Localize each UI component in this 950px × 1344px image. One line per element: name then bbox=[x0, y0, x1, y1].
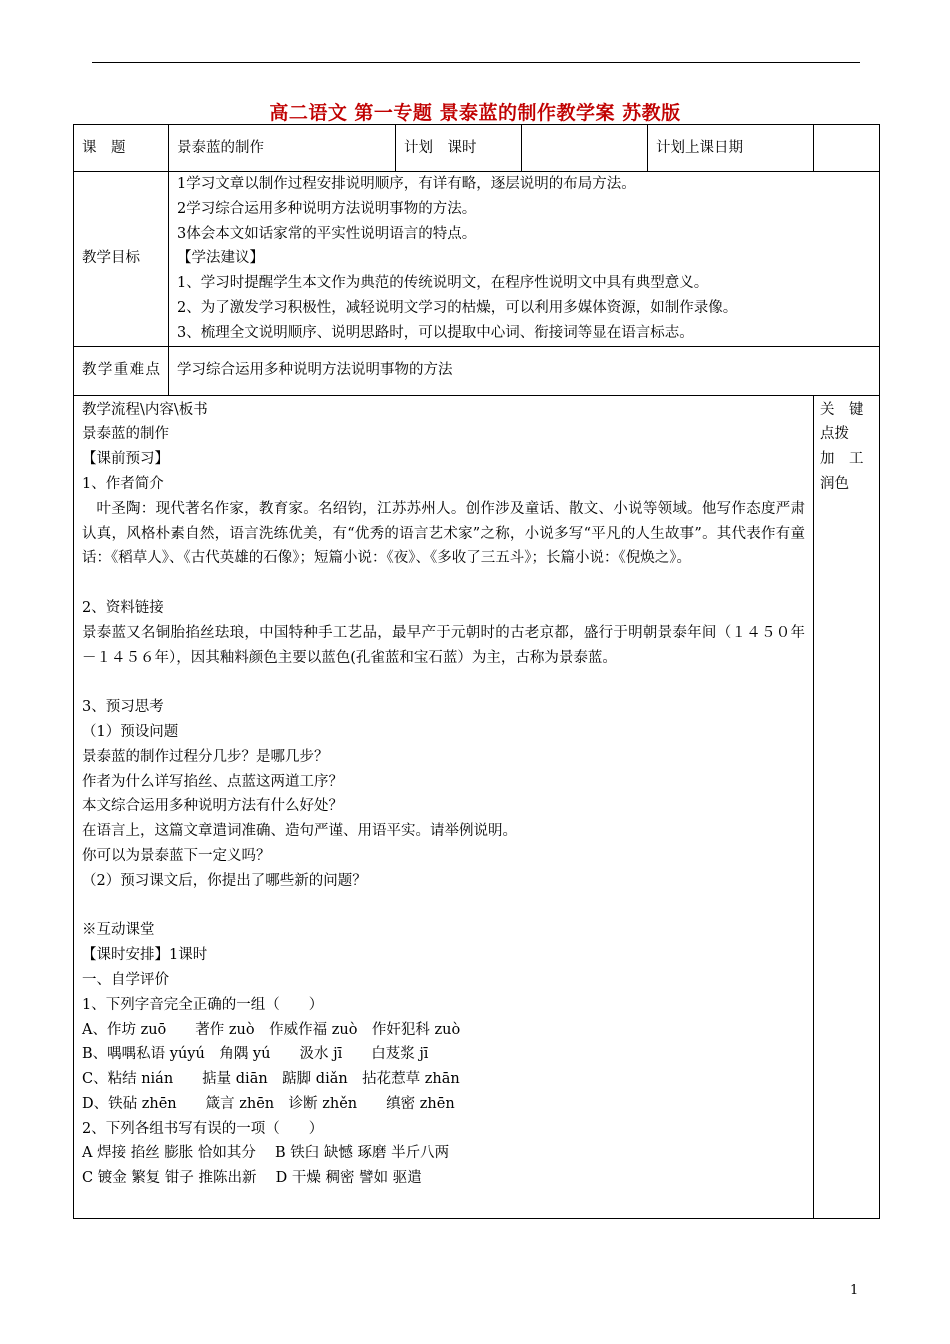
side-note-line: 关 键 bbox=[820, 401, 864, 418]
preset-questions-heading: （1）预设问题 bbox=[82, 723, 179, 740]
goals-row bbox=[74, 172, 880, 347]
interactive-class-heading: ※互动课堂 bbox=[82, 922, 155, 939]
question-line: 你可以为景泰蓝下一定义吗？ bbox=[82, 847, 271, 864]
plan-date-value bbox=[814, 125, 880, 172]
side-note-line: 点拨 bbox=[820, 426, 849, 443]
preview-thinking-heading: 3、预习思考 bbox=[82, 699, 164, 716]
blank-line bbox=[82, 670, 805, 695]
question-line: 作者为什么详写掐丝、点蓝这两道工序？ bbox=[82, 773, 343, 790]
exercise-option: B、喁喁私语 yúyú 角隅 yú 汲水 jī 白芨浆 jī bbox=[82, 1046, 429, 1063]
exercise-question: 2、下列各组书写有误的一项（ ） bbox=[82, 1120, 324, 1137]
study-advice-heading: 【学法建议】 bbox=[177, 250, 264, 267]
goals-content bbox=[169, 172, 880, 347]
plan-hours-value bbox=[522, 125, 648, 172]
exercise-option: A 焊接 掐丝 膨胀 恰如其分 B 铁臼 缺憾 琢磨 半斤八两 bbox=[82, 1145, 450, 1162]
plan-hours-label: 计划 课时 bbox=[396, 125, 522, 172]
plan-date-label: 计划上课日期 bbox=[648, 125, 814, 172]
page-number: 1 bbox=[850, 1283, 859, 1298]
schedule-line: 【课时安排】1课时 bbox=[82, 947, 208, 964]
goal-item: 3体会本文如话家常的平实性说明语言的特点。 bbox=[177, 225, 477, 242]
exercise-option: D、铁砧 zhēn 箴言 zhēn 诊断 zhěn 缜密 zhēn bbox=[82, 1095, 455, 1112]
key-points-label: 教学重难点 bbox=[74, 346, 169, 395]
author-heading: 1、作者简介 bbox=[82, 475, 164, 492]
goal-item: 1、学习时提醒学生本文作为典范的传统说明文，在程序性说明文中具有典型意义。 bbox=[177, 275, 709, 292]
topic-row bbox=[74, 125, 880, 172]
exercise-question: 1、下列字音完全正确的一组（ ） bbox=[82, 996, 324, 1013]
goal-item: 3、梳理全文说明顺序、说明思路时，可以提取中心词、衔接词等显在语言标志。 bbox=[177, 324, 694, 341]
side-notes-column bbox=[814, 395, 880, 1218]
blank-line bbox=[82, 894, 805, 919]
side-note-line: 润色 bbox=[820, 475, 849, 492]
question-line: 本文综合运用多种说明方法有什么好处？ bbox=[82, 798, 343, 815]
header-rule bbox=[92, 62, 860, 63]
goals-label: 教学目标 bbox=[74, 172, 169, 347]
flow-row bbox=[74, 395, 880, 1218]
new-questions-line: （2）预习课文后，你提出了哪些新的问题？ bbox=[82, 872, 367, 889]
author-intro-paragraph: 叶圣陶：现代著名作家，教育家。名绍钧，江苏苏州人。创作涉及童话、散文、小说等领域。他写作态度严肃认真，风格朴素自然，语言洗练优美，有“优秀的语言艺术家”之称，小说多写“平凡的人生故事”。其代表作有童话：《稻草人》、《古代英雄的石像》；短篇小说：《夜》、《多收了三五斗》；长篇小说：《倪焕之》。 bbox=[82, 500, 805, 567]
preview-heading: 【课前预习】 bbox=[82, 451, 169, 468]
lesson-plan-table bbox=[73, 124, 880, 1219]
key-points-value: 学习综合运用多种说明方法说明事物的方法 bbox=[169, 346, 880, 395]
flow-heading: 教学流程\内容\板书 bbox=[82, 401, 208, 418]
exercise-option: C 镀金 繁复 钳子 推陈出新 D 干燥 稠密 譬如 驱遣 bbox=[82, 1170, 422, 1187]
exercise-option: A、作坊 zuō 著作 zuò 作威作福 zuò 作奸犯科 zuò bbox=[82, 1021, 461, 1038]
side-note-line: 加 工 bbox=[820, 451, 864, 468]
self-study-heading: 一、自学评价 bbox=[82, 971, 169, 988]
exercise-option: C、粘结 nián 掂量 diān 踮脚 diǎn 拈花惹草 zhān bbox=[82, 1071, 460, 1088]
goal-item: 2、为了激发学习积极性，减轻说明文学习的枯燥，可以利用多媒体资源，如制作录像。 bbox=[177, 299, 738, 316]
goal-item: 2学习综合运用多种说明方法说明事物的方法。 bbox=[177, 200, 477, 217]
document-title: 高二语文 第一专题 景泰蓝的制作教学案 苏教版 bbox=[269, 102, 681, 124]
blank-line bbox=[82, 571, 805, 596]
resource-heading: 2、资料链接 bbox=[82, 599, 164, 616]
question-line: 景泰蓝的制作过程分几步？是哪几步？ bbox=[82, 748, 329, 765]
resource-paragraph: 景泰蓝又名铜胎掐丝珐琅，中国特种手工艺品，最早产于元朝时的古老京都，盛行于明朝景泰年间（１４５０年－１４５６年），因其釉料颜色主要以蓝色(孔雀蓝和宝石蓝）为主，古称为景泰蓝。 bbox=[82, 624, 805, 666]
question-line: 在语言上，这篇文章遣词准确、造句严谨、用语平实。请举例说明。 bbox=[82, 823, 517, 840]
topic-label: 课 题 bbox=[74, 125, 169, 172]
topic-value: 景泰蓝的制作 bbox=[169, 125, 396, 172]
flow-content bbox=[74, 395, 814, 1218]
goal-item: 1学习文章以制作过程安排说明顺序，有详有略，逐层说明的布局方法。 bbox=[177, 176, 636, 192]
key-points-row bbox=[74, 346, 880, 395]
lesson-title-line: 景泰蓝的制作 bbox=[82, 426, 169, 443]
